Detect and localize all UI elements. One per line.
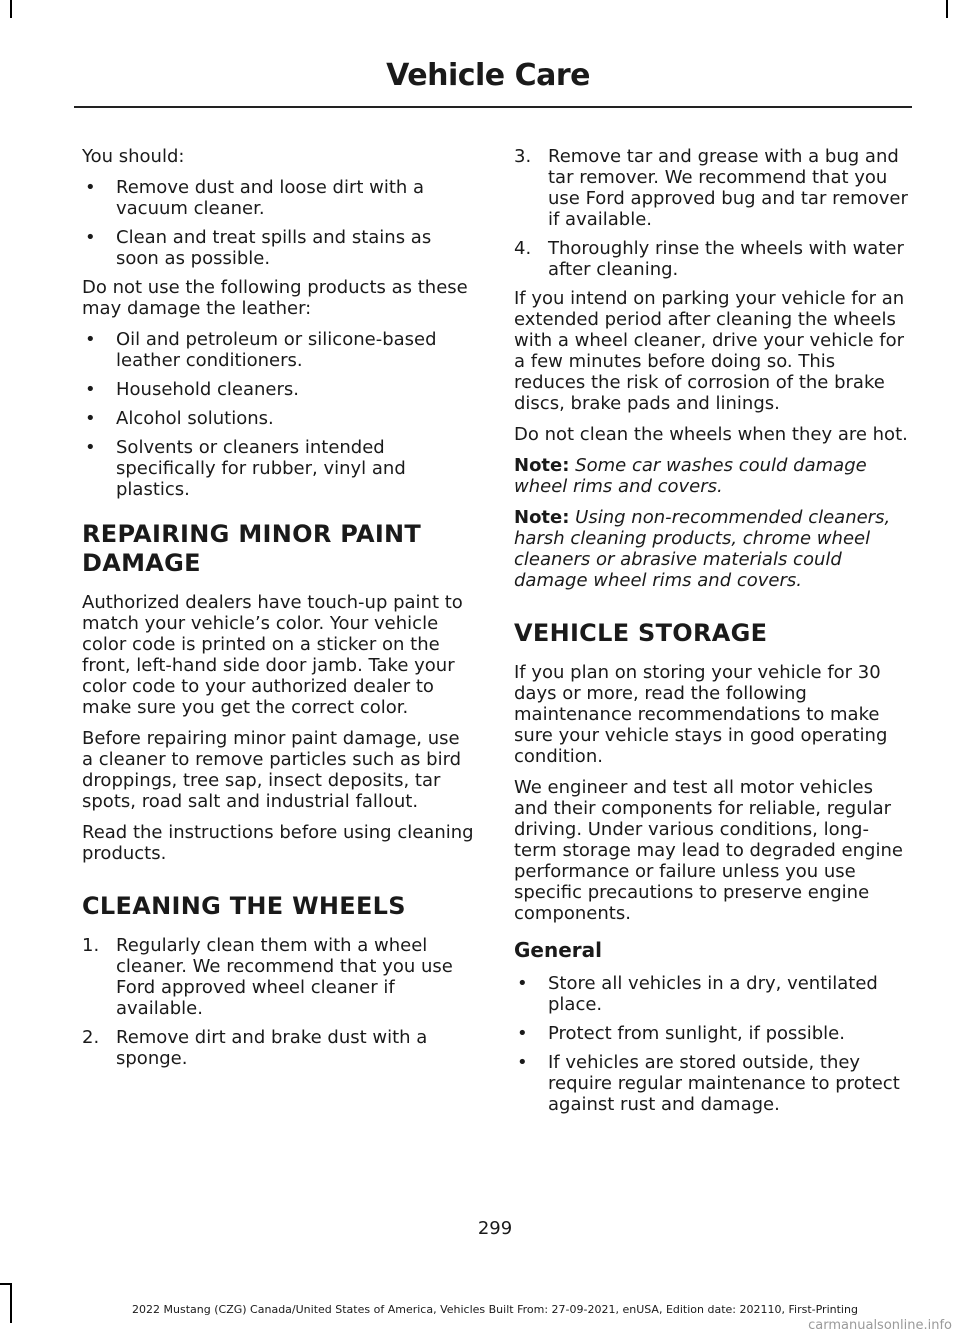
paragraph: Do not clean the wheels when they are hot.	[514, 424, 908, 445]
bullet: •	[517, 973, 528, 994]
paragraph: If you plan on storing your vehicle for 30 days or more, read the following maintenance recommendations to make sure your vehicle stays in good operating condition.	[514, 662, 888, 767]
list-item: • Oil and petroleum or silicone-based leather conditioners.	[85, 329, 437, 371]
bullet: •	[85, 379, 96, 400]
section-heading-storage: VEHICLE STORAGE	[514, 619, 768, 647]
paragraph: Authorized dealers have touch-up paint to match your vehicle’s color. Your vehicle color code is printed on a sticker on the front, left-hand side door jamb. Take your color code to your authorized dealer to make sure you get the correct color.	[82, 592, 463, 718]
paragraph: We engineer and test all motor vehicles and their components for reliable, regular driving. Under various conditions, long-term storage may lead to degraded engine performance or failure unless you use specific precautions to preserve engine components.	[514, 777, 903, 924]
numbered-item: 3. Remove tar and grease with a bug and tar remover. We recommend that you use Ford approved bug and tar remover if available.	[514, 146, 908, 230]
watermark: carmanualsonline.info	[808, 1318, 952, 1333]
numbered-item: 1. Regularly clean them with a wheel cleaner. We recommend that you use Ford approved wheel cleaner if available.	[82, 935, 453, 1019]
paragraph: Before repairing minor paint damage, use a cleaner to remove particles such as bird droppings, tree sap, insect deposits, tar spots, road salt and industrial fallout.	[82, 728, 462, 812]
page-number: 299	[477, 1218, 513, 1239]
list-item: • Solvents or cleaners intended specifically for rubber, vinyl and plastics.	[85, 437, 406, 500]
list-item: • Clean and treat spills and stains as soon as possible.	[85, 227, 432, 269]
crop-mark-top-left	[10, 0, 12, 18]
crop-mark-bottom-left	[10, 1283, 12, 1323]
list-item: • Protect from sunlight, if possible.	[517, 1023, 845, 1044]
note: Note: Using non-recommended cleaners, harsh cleaning products, chrome wheel cleaners or abrasive materials could damage wheel rims and covers.	[514, 507, 891, 591]
page-header-title: Vehicle Care	[386, 58, 590, 93]
list-item: • If vehicles are stored outside, they require regular maintenance to protect against rust and damage.	[517, 1052, 900, 1115]
section-heading-paint: REPAIRING MINOR PAINT DAMAGE	[82, 520, 422, 577]
list-item: • Alcohol solutions.	[85, 408, 274, 429]
note: Note: Some car washes could damage wheel rims and covers.	[514, 455, 867, 497]
subheading-general: General	[514, 938, 602, 962]
bullet: •	[85, 227, 96, 248]
bullet: •	[517, 1052, 528, 1073]
intro-text: You should:	[82, 146, 185, 167]
footer-text: 2022 Mustang (CZG) Canada/United States of America, Vehicles Built From: 27-09-2021, enUSA, Edition date: 202110, First-Printing	[132, 1303, 858, 1316]
left-column	[82, 146, 476, 1077]
bullet: •	[85, 177, 96, 198]
list-item: • Store all vehicles in a dry, ventilated place.	[517, 973, 878, 1015]
list-item: • Household cleaners.	[85, 379, 299, 400]
bullet: •	[85, 408, 96, 429]
right-column	[514, 146, 910, 1123]
bullet: •	[517, 1023, 528, 1044]
header-divider	[74, 106, 912, 108]
paragraph: If you intend on parking your vehicle for an extended period after cleaning the wheels with a wheel cleaner, drive your vehicle for a few minutes before doing so. This reduces the risk of corrosion of the brake discs, brake pads and linings.	[514, 288, 905, 414]
bullet: •	[85, 329, 96, 350]
bullet: •	[85, 437, 96, 458]
list-item: • Remove dust and loose dirt with a vacuum cleaner.	[85, 177, 425, 219]
warning-text: Do not use the following products as these may damage the leather:	[82, 277, 468, 319]
numbered-item: 4. Thoroughly rinse the wheels with water after cleaning.	[514, 238, 904, 280]
section-heading-wheels: CLEANING THE WHEELS	[82, 892, 406, 920]
paragraph: Read the instructions before using cleaning products.	[82, 822, 474, 864]
numbered-item: 2. Remove dirt and brake dust with a sponge.	[82, 1027, 428, 1069]
crop-mark-bottom-left-h	[0, 1283, 12, 1285]
crop-mark-top-right	[946, 0, 948, 18]
